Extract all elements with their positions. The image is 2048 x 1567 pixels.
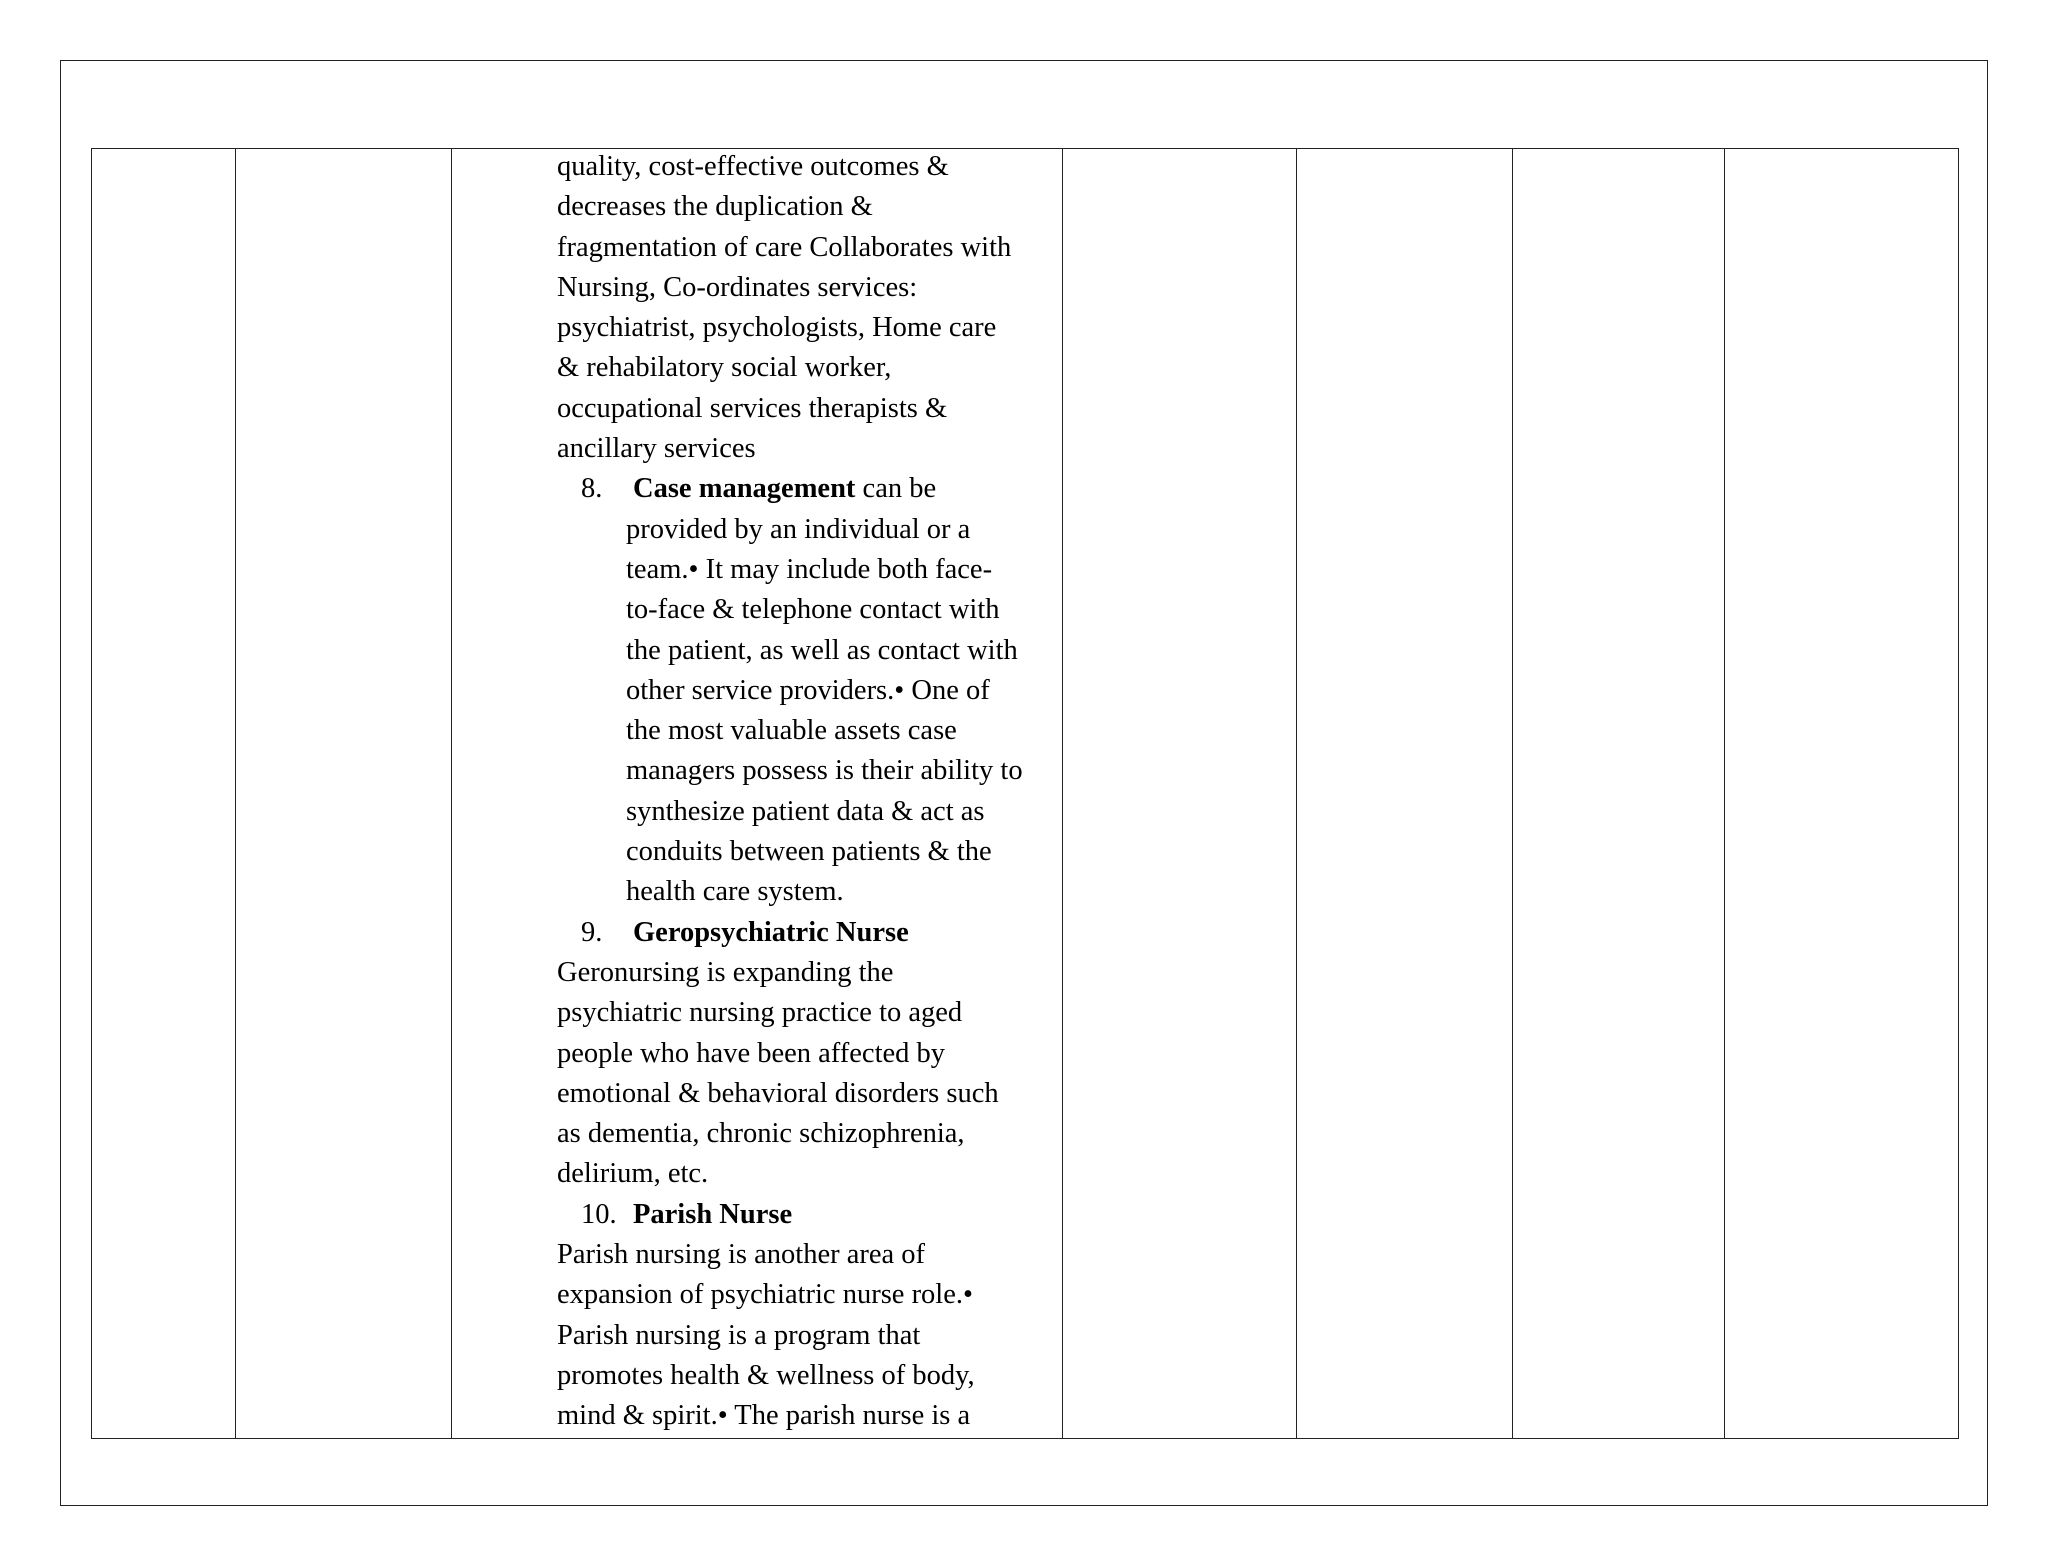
column-divider-1 xyxy=(235,149,236,1438)
item-heading: Case management xyxy=(633,473,856,505)
text-line: to-face & telephone contact with xyxy=(626,594,1000,626)
list-number: 10. xyxy=(581,1198,617,1230)
column-divider-5 xyxy=(1512,149,1513,1438)
text-line: decreases the duplication & xyxy=(557,191,873,223)
text-line: team.• It may include both face- xyxy=(626,553,993,585)
text-line: psychiatric nursing practice to aged xyxy=(557,997,963,1029)
column-divider-2 xyxy=(451,149,452,1438)
text-line: occupational services therapists & xyxy=(557,392,948,424)
text-line: emotional & behavioral disorders such xyxy=(557,1077,999,1109)
item-heading: Geropsychiatric Nurse xyxy=(633,916,909,948)
text-line: & rehabilatory social worker, xyxy=(557,352,892,384)
text-line: promotes health & wellness of body, xyxy=(557,1359,975,1391)
text-line: provided by an individual or a xyxy=(626,513,971,545)
text-line: conduits between patients & the xyxy=(626,836,992,868)
text-line: the most valuable assets case xyxy=(626,715,957,747)
text-line: expansion of psychiatric nurse role.• xyxy=(557,1279,973,1311)
column-divider-6 xyxy=(1724,149,1725,1438)
text-line: Geronursing is expanding the xyxy=(557,956,894,988)
text-line: mind & spirit.• The parish nurse is a xyxy=(557,1400,971,1432)
text-line: people who have been affected by xyxy=(557,1037,946,1069)
text-line: psychiatrist, psychologists, Home care xyxy=(557,312,997,344)
intro-paragraph xyxy=(557,147,1067,469)
column-divider-4 xyxy=(1296,149,1297,1438)
list-item-case-management xyxy=(557,469,1067,912)
list-number: 9. xyxy=(581,916,603,948)
text-line: Nursing, Co-ordinates services: xyxy=(557,271,918,303)
text-line: Parish nursing is a program that xyxy=(557,1319,921,1351)
text-line: Parish nursing is another area of xyxy=(557,1239,926,1271)
text-line: ancillary services xyxy=(557,433,756,465)
content-cell xyxy=(557,147,1067,1437)
text-line: other service providers.• One of xyxy=(626,674,990,706)
text-line: synthesize patient data & act as xyxy=(626,795,985,827)
text-line: fragmentation of care Collaborates with xyxy=(557,231,1012,263)
item-heading: Parish Nurse xyxy=(633,1198,793,1230)
text-line: managers possess is their ability to xyxy=(626,755,1023,787)
text-line: as dementia, chronic schizophrenia, xyxy=(557,1118,965,1150)
list-item-parish-nurse xyxy=(557,1195,1067,1437)
text-line: delirium, etc. xyxy=(557,1158,709,1190)
list-item-geropsychiatric-nurse xyxy=(557,913,1067,1195)
heading-continuation: can be xyxy=(855,473,937,505)
text-line: the patient, as well as contact with xyxy=(626,634,1018,666)
text-line: quality, cost-effective outcomes & xyxy=(557,151,949,182)
text-line: health care system. xyxy=(626,876,844,908)
list-number: 8. xyxy=(581,473,603,505)
